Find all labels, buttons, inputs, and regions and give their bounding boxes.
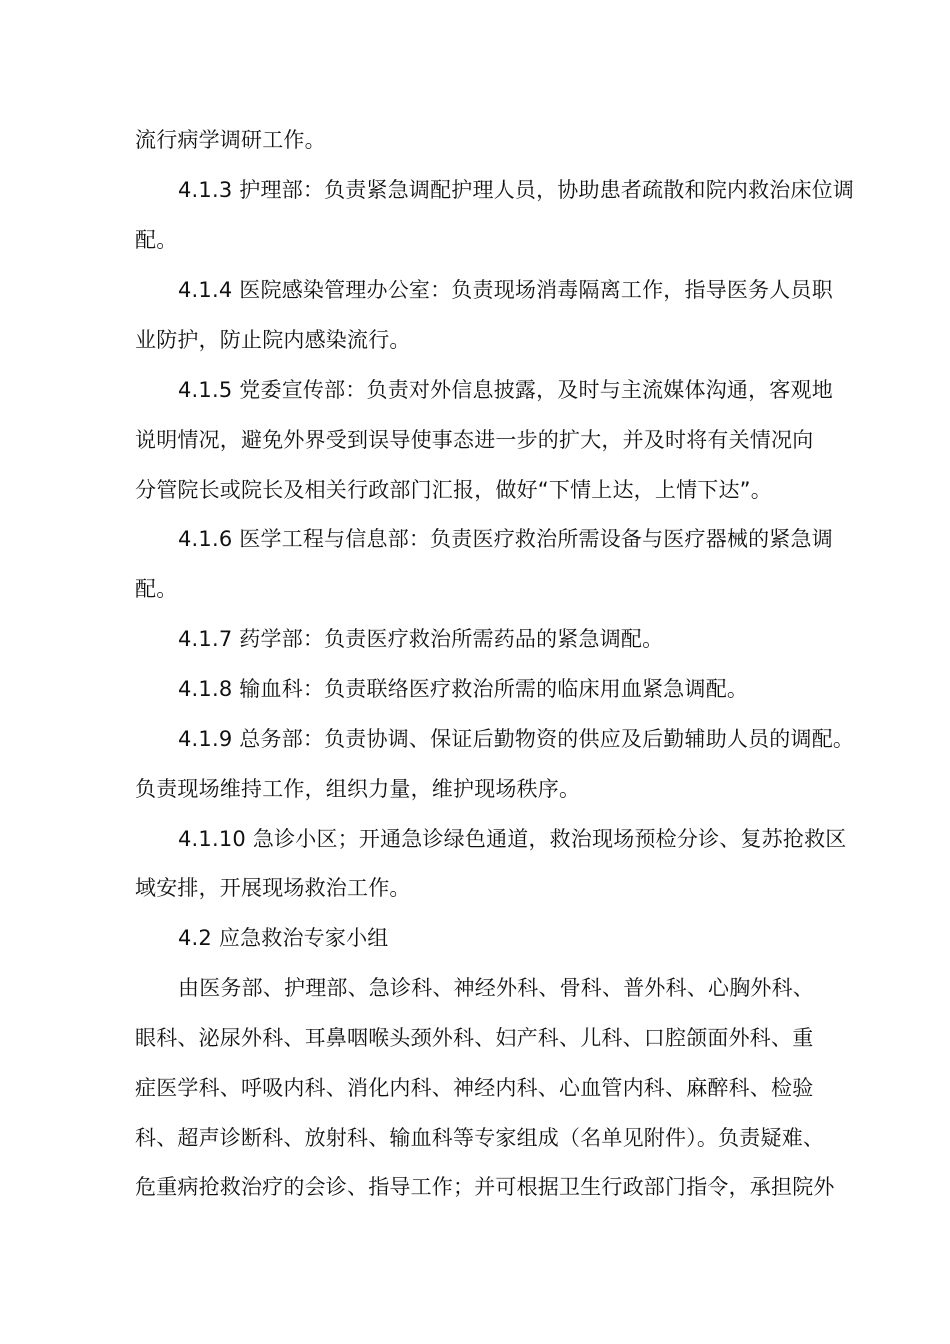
paragraph-line: 4.1.9 总务部：负责协调、保证后勤物资的供应及后勤辅助人员的调配。 — [178, 727, 855, 751]
paragraph-line: 4.1.5 党委宣传部：负责对外信息披露，及时与主流媒体沟通，客观地 — [178, 378, 833, 402]
paragraph-line: 负责现场维持工作，组织力量，维护现场秩序。 — [135, 777, 581, 801]
paragraph-line: 科、超声诊断科、放射科、输血科等专家组成（名单见附件）。负责疑难、 — [135, 1126, 825, 1150]
paragraph-line: 说明情况，避免外界受到误导使事态进一步的扩大，并及时将有关情况向 — [135, 428, 814, 452]
paragraph-line: 眼科、泌尿外科、耳鼻咽喉头颈外科、妇产科、儿科、口腔颌面外科、重 — [135, 1026, 814, 1050]
paragraph-line: 配。 — [135, 577, 178, 601]
paragraph-line: 4.1.6 医学工程与信息部：负责医疗救治所需设备与医疗器械的紧急调 — [178, 527, 833, 551]
paragraph-line: 配。 — [135, 228, 178, 252]
paragraph-line: 4.1.4 医院感染管理办公室：负责现场消毒隔离工作，指导医务人员职 — [178, 278, 833, 302]
paragraph-line: 4.1.7 药学部：负责医疗救治所需药品的紧急调配。 — [178, 627, 664, 651]
section-heading: 4.2 应急救治专家小组 — [178, 926, 389, 950]
paragraph-line: 业防护，防止院内感染流行。 — [135, 328, 411, 352]
paragraph-line: 症医学科、呼吸内科、消化内科、神经内科、心血管内科、麻醉科、检验 — [135, 1076, 814, 1100]
paragraph-line: 由医务部、护理部、急诊科、神经外科、骨科、普外科、心胸外科、 — [178, 976, 814, 1000]
paragraph-line: 4.1.10 急诊小区；开通急诊绿色通道，救治现场预检分诊、复苏抢救区 — [178, 827, 847, 851]
paragraph-line: 危重病抢救治疗的会诊、指导工作；并可根据卫生行政部门指令，承担院外 — [135, 1175, 835, 1199]
paragraph-line: 分管院长或院长及相关行政部门汇报，做好“下情上达，上情下达”。 — [135, 478, 772, 502]
paragraph-line: 4.1.3 护理部：负责紧急调配护理人员，协助患者疏散和院内救治床位调 — [178, 178, 855, 202]
paragraph-line: 流行病学调研工作。 — [135, 128, 326, 152]
paragraph-line: 域安排，开展现场救治工作。 — [135, 876, 411, 900]
paragraph-line: 4.1.8 输血科：负责联络医疗救治所需的临床用血紧急调配。 — [178, 677, 749, 701]
